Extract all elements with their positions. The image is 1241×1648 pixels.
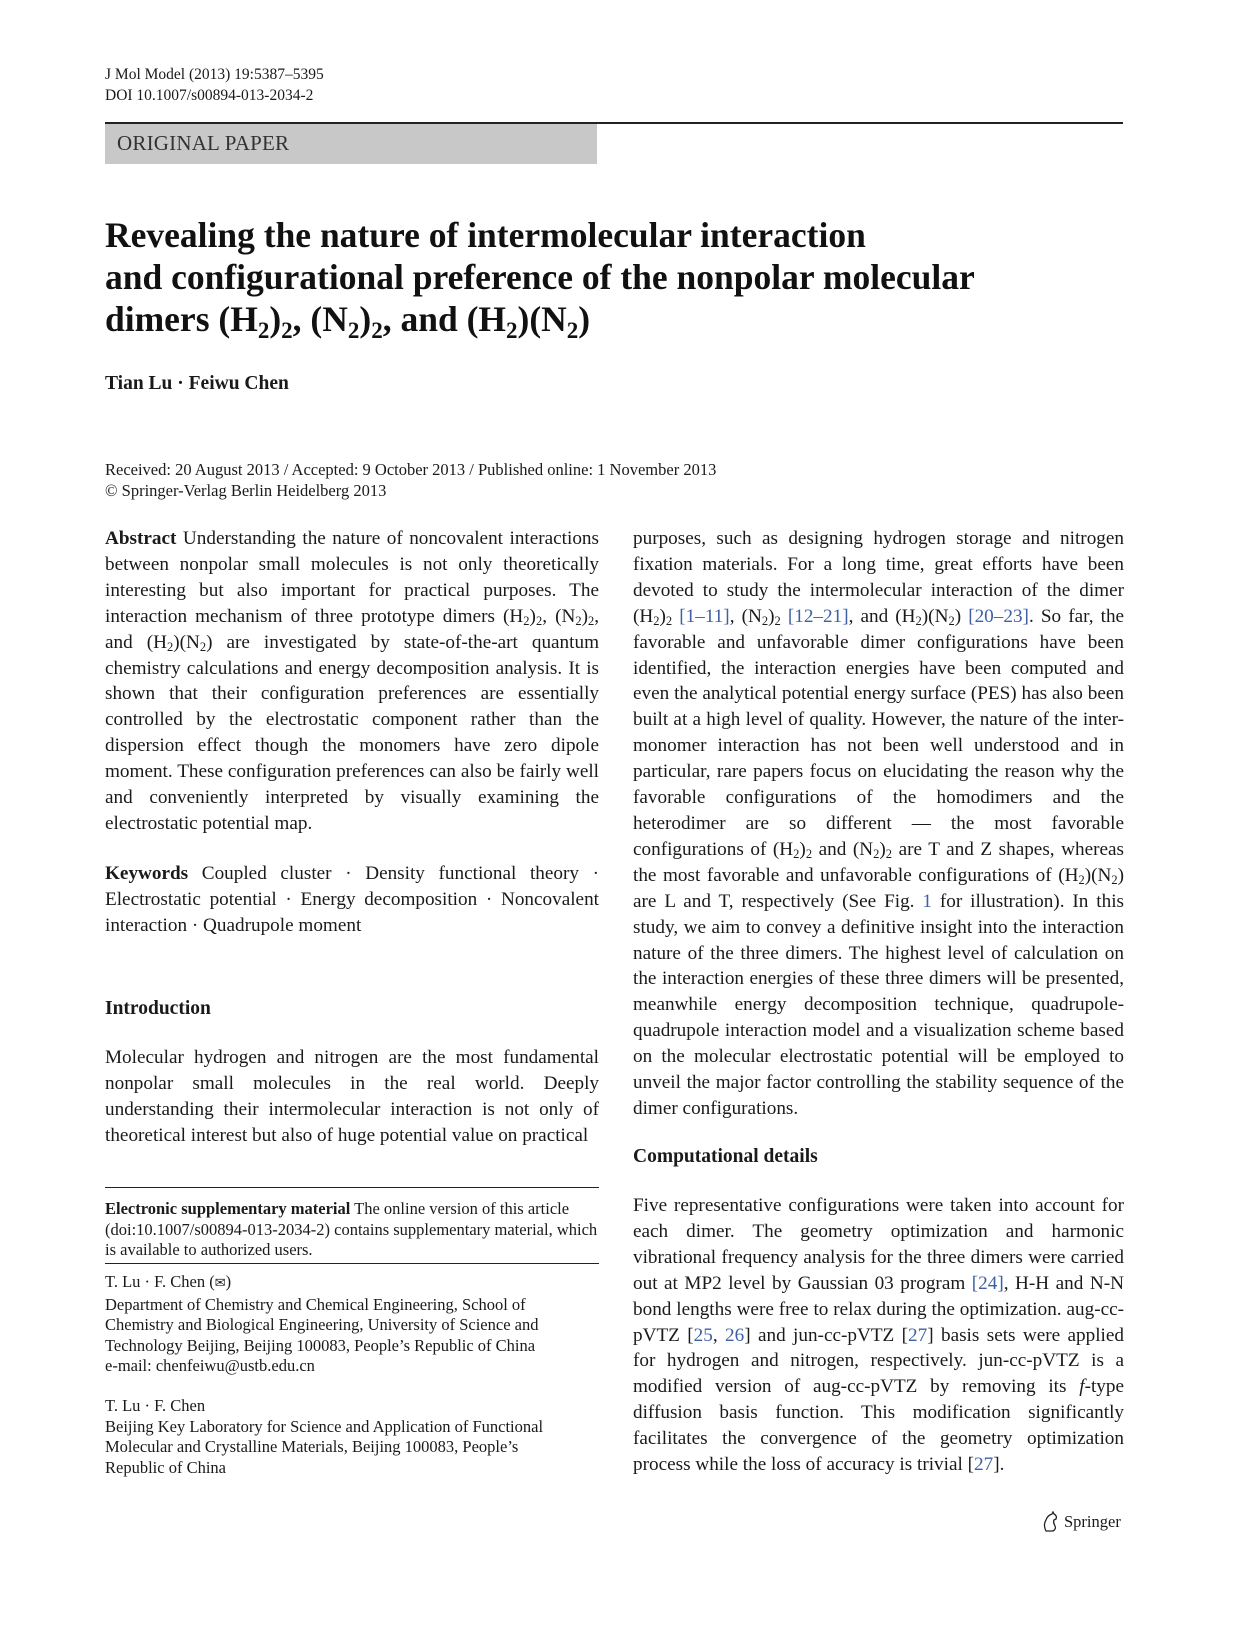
publisher-mark [1040, 1511, 1121, 1533]
computational-text: Five representative configurations were taken into account for each dimer. The geometry optimization and harmonic vibrational frequency analysis for the three dimers were carried out at MP2 level by Gaussian 03 program [24], H-H and N-N bond lengths were free to relax during the optimization. aug-cc-pVTZ [25, 26] and jun-cc-pVTZ [27] basis sets were applied for hydrogen and nitrogen, respectively. jun-cc-pVTZ is a modified version of aug-cc-pVTZ by removing its f-type diffusion basis function. This modification significantly facilitates the convergence of the geometry optimization process while the loss of accuracy is trivial [27]. [633, 1195, 1124, 1476]
journal-citation: J Mol Model (2013) 19:5387–5395 [105, 66, 324, 83]
citation-link[interactable]: 25 [693, 1324, 713, 1346]
abstract: Abstract Understanding the nature of noncovalent interactions between nonpolar small molecules is not only theoretically interesting but also important for practical purposes. The interaction mechanism of three prototype dimers $(H_2)_2$, $(N_2)_2$, and $(H_2)(N_2)$ are investigated by state-of-the-art quantum chemistry calculations and energy decomposition analysis. It is shown that their configuration preferences are essentially controlled by the electrostatic component rather than the dispersion effect though the monomers have zero dipole moment. These configuration preferences can also be fairly well and conveniently interpreted by visually examining the electrostatic potential map. [105, 528, 600, 834]
affiliation-2: T. Lu · F. Chen Beijing Key Laboratory for Science and Application of Functional Molecular and Crystalline Materials, Beijing 100083, People’s Republic of China [105, 1396, 544, 1477]
citation-link[interactable]: [20–23] [968, 605, 1029, 627]
envelope-icon: ✉ [214, 1276, 226, 1291]
email[interactable]: e-mail: chenfeiwu@ustb.edu.cn [105, 1356, 315, 1375]
figure-link[interactable]: 1 [922, 890, 932, 912]
authors: Tian Lu · Feiwu Chen [105, 373, 289, 394]
footnote-rule-2 [105, 1263, 599, 1264]
introduction-heading: Introduction [105, 998, 211, 1019]
journal-info [105, 64, 324, 106]
supplementary-note: Electronic supplementary material The online version of this article (doi:10.1007/s00894-013-2034-2) contains supplementary material, which is available to authorized users. [105, 1199, 598, 1259]
citation-link[interactable]: 27 [908, 1324, 928, 1346]
introduction-text: Molecular hydrogen and nitrogen are the most fundamental nonpolar small molecules in the real world. Deeply understanding their intermolecular interaction is not only of theoretical interest but also of huge potential value on practical [105, 1047, 599, 1146]
citation-link[interactable]: 27 [974, 1454, 994, 1476]
keywords: Keywords Coupled cluster · Density functional theory · Electrostatic potential · Energy decomposition · Noncovalent interaction · Quadrupole moment [105, 862, 599, 936]
paper-title: Revealing the nature of intermolecular interaction and configurational preference of the nonpolar molecular dimers $(H_2)_2$, $(N_2)_2$, and $(H_2)(N_2)$ [105, 215, 975, 343]
left-column [105, 526, 599, 939]
section-tag-label: ORIGINAL PAPER [117, 131, 290, 155]
affiliation-1: T. Lu · F. Chen (✉) Department of Chemistry and Chemical Engineering, School of Chemistry and Biological Engineering, University of Science and Technology Beijing, Beijing 100083, People’s Republic of China e-mail: chenfeiwu@ustb.edu.cn [105, 1272, 605, 1377]
introduction-continued: purposes, such as designing hydrogen storage and nitrogen fixation materials. For a long time, great efforts have been devoted to study the intermolecular interaction of the dimer $(H_2)_2$ [1–11], $(N_2)_2$ [12–21], and $(H_2)(N_2)$ [20–23]. So far, the favorable and unfavorable dimer configurations have been identified, the interaction energies have been computed and even the analytical potential energy surface (PES) has also been built at a high level of quality. However, the nature of the inter-monomer interaction has not been well understood and in particular, rare papers focus on elucidating the reason why the favorable configurations of the homodimers and the heterodimer are so different — the most favorable configurations of $(H_2)_2$ and $(N_2)_2$ are T and Z shapes, whereas the most favorable and unfavorable configurations of $(H_2)(N_2)$ are L and T, respectively (See Fig. 1 for illustration). In this study, we aim to convey a definitive insight into the interaction nature of the three dimers. The highest level of calculation on the interaction energies of these three dimers will be presented, meanwhile energy decomposition technique, quadrupole-quadrupole interaction model and a visualization scheme based on the molecular electrostatic potential will be employed to unveil the major factor controlling the stability sequence of the dimer configurations. [633, 528, 1125, 1119]
citation-link[interactable]: [1–11] [679, 605, 730, 627]
citation-link[interactable]: 26 [725, 1324, 745, 1346]
right-column [633, 526, 1124, 1122]
publisher-name: Springer [1064, 1512, 1121, 1531]
citation-link[interactable]: [24] [971, 1272, 1004, 1294]
footnote-rule [105, 1187, 599, 1188]
computational-heading: Computational details [633, 1146, 818, 1167]
section-tag [105, 124, 597, 164]
doi: DOI 10.1007/s00894-013-2034-2 [105, 87, 314, 104]
springer-horse-icon [1040, 1511, 1060, 1533]
publication-dates: Received: 20 August 2013 / Accepted: 9 October 2013 / Published online: 1 November 2013 © Springer-Verlag Berlin Heidelberg 2013 [105, 460, 717, 500]
citation-link[interactable]: [12–21] [787, 605, 849, 627]
